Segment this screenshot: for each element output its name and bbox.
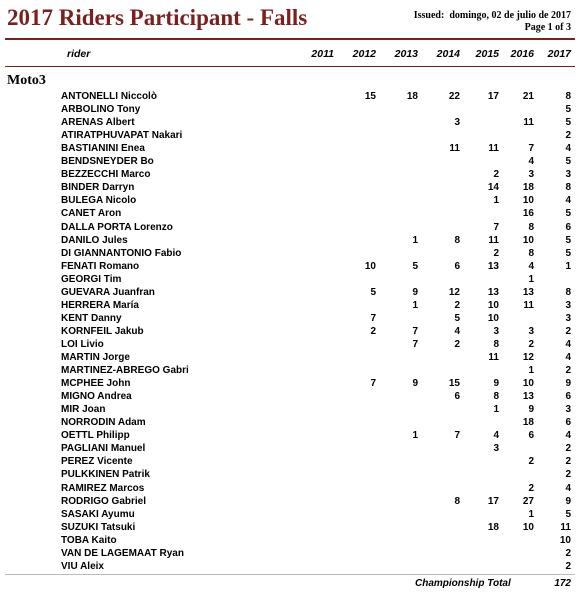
falls-cell-2017: 3 (565, 312, 571, 324)
falls-cell-2017: 5 (565, 234, 571, 246)
table-row (0, 235, 581, 248)
falls-cell-2016: 10 (522, 195, 534, 207)
falls-cell-2017: 5 (565, 104, 571, 116)
table-row (0, 365, 581, 378)
falls-cell-2015: 2 (493, 169, 499, 181)
falls-cell-2017: 3 (565, 169, 571, 181)
falls-cell-2017: 6 (565, 391, 571, 403)
table-row (0, 222, 581, 235)
falls-cell-2017: 2 (565, 365, 571, 377)
falls-cell-2017: 8 (565, 182, 571, 194)
falls-cell-2016: 10 (522, 521, 534, 533)
falls-cell-2012: 7 (370, 378, 376, 390)
falls-cell-2014: 2 (454, 338, 460, 350)
table-row (0, 195, 581, 208)
falls-cell-2017: 5 (565, 508, 571, 520)
falls-cell-2017: 3 (565, 404, 571, 416)
falls-cell-2017: 6 (565, 417, 571, 429)
rider-name: NORRODIN Adam (61, 417, 146, 429)
table-row (0, 156, 581, 169)
rider-name: LOI Livio (61, 338, 104, 350)
year-header-2015: 2015 (475, 48, 499, 60)
falls-cell-2017: 2 (565, 443, 571, 455)
falls-cell-2017: 5 (565, 156, 571, 168)
rider-name: MARTIN Jorge (61, 352, 130, 363)
falls-cell-2014: 2 (454, 299, 460, 311)
table-row (0, 483, 581, 496)
falls-cell-2017: 2 (565, 547, 571, 559)
falls-cell-2015: 17 (487, 495, 499, 507)
rider-name: DALLA PORTA Lorenzo (61, 221, 173, 233)
rider-name: BINDER Darryn (61, 182, 135, 194)
falls-cell-2012: 7 (370, 312, 376, 324)
falls-cell-2017: 8 (565, 91, 571, 102)
rider-name: DI GIANNANTONIO Fabio (61, 247, 182, 259)
falls-cell-2014: 6 (454, 391, 460, 403)
year-header-2013: 2013 (394, 48, 418, 60)
falls-cell-2016: 1 (528, 365, 534, 377)
table-row (0, 417, 581, 430)
rider-name: SASAKI Ayumu (61, 508, 135, 520)
table-row (0, 169, 581, 182)
falls-cell-2017: 3 (565, 299, 571, 311)
falls-cell-2016: 3 (528, 169, 534, 181)
falls-cell-2016: 10 (522, 234, 534, 246)
year-header-2014: 2014 (436, 48, 460, 60)
rider-column-header: rider (67, 48, 91, 60)
falls-cell-2014: 7 (454, 430, 460, 442)
falls-cell-2013: 18 (406, 91, 418, 102)
table-row (0, 404, 581, 417)
rider-name: BULEGA Nicolo (61, 195, 137, 207)
falls-cell-2015: 11 (488, 143, 499, 155)
year-header-2017: 2017 (547, 48, 571, 60)
championship-total-label: Championship Total (415, 578, 511, 589)
rider-name: KORNFEIL Jakub (61, 325, 144, 337)
table-row (0, 300, 581, 313)
rider-name: MARTINEZ-ABREGO Gabri (61, 365, 189, 377)
falls-cell-2017: 4 (565, 338, 571, 350)
falls-cell-2015: 10 (487, 312, 499, 324)
falls-cell-2016: 11 (523, 299, 534, 311)
falls-cell-2017: 5 (565, 247, 571, 259)
rider-name: VAN DE LAGEMAAT Ryan (61, 547, 184, 559)
falls-cell-2012: 10 (364, 260, 376, 272)
falls-cell-2015: 11 (488, 352, 499, 363)
falls-cell-2015: 2 (493, 247, 499, 259)
rider-name: ATIRATPHUVAPAT Nakari (61, 130, 183, 142)
falls-cell-2013: 7 (412, 338, 418, 350)
falls-cell-2016: 13 (522, 286, 534, 298)
rider-name: RODRIGO Gabriel (61, 495, 147, 507)
falls-cell-2017: 5 (565, 208, 571, 220)
page-number: Page 1 of 3 (524, 22, 571, 33)
table-row (0, 274, 581, 287)
table-row (0, 261, 581, 274)
championship-total-value: 172 (554, 578, 571, 589)
table-row (0, 548, 581, 561)
rider-name: VIU Aleix (61, 560, 104, 572)
rider-name: SUZUKI Tatsuki (61, 521, 136, 533)
falls-cell-2013: 1 (412, 299, 418, 311)
falls-cell-2016: 2 (528, 456, 534, 468)
rider-name: GEORGI Tim (61, 273, 122, 285)
table-row (0, 443, 581, 456)
table-row (0, 313, 581, 326)
rider-name: ARENAS Albert (61, 117, 135, 129)
falls-cell-2017: 4 (565, 352, 571, 363)
falls-cell-2015: 18 (487, 521, 499, 533)
table-row (0, 430, 581, 443)
table-row (0, 130, 581, 143)
year-header-2012: 2012 (352, 48, 376, 60)
falls-cell-2015: 13 (487, 286, 499, 298)
falls-cell-2016: 11 (523, 117, 534, 129)
falls-cell-2013: 9 (412, 378, 418, 390)
table-row (0, 104, 581, 117)
falls-cell-2017: 2 (565, 456, 571, 468)
issued-label: Issued: (413, 10, 445, 21)
table-row (0, 509, 581, 522)
table-row (0, 391, 581, 404)
table-header (0, 48, 581, 62)
rider-name: DANILO Jules (61, 234, 128, 246)
table-row (0, 248, 581, 261)
falls-cell-2014: 15 (448, 378, 460, 390)
footer-divider (5, 574, 575, 575)
falls-cell-2014: 12 (448, 286, 460, 298)
table-row (0, 496, 581, 509)
falls-cell-2017: 9 (565, 495, 571, 507)
falls-cell-2017: 2 (565, 560, 571, 572)
falls-cell-2016: 8 (528, 247, 534, 259)
falls-cell-2015: 8 (493, 338, 499, 350)
falls-cell-2017: 2 (565, 469, 571, 481)
table-row (0, 469, 581, 482)
falls-cell-2017: 2 (565, 325, 571, 337)
falls-cell-2013: 9 (412, 286, 418, 298)
falls-cell-2016: 18 (522, 182, 534, 194)
table-row (0, 182, 581, 195)
falls-cell-2015: 1 (493, 404, 499, 416)
issued-date: domingo, 02 de julio de 2017 (449, 10, 571, 21)
falls-cell-2014: 22 (448, 91, 460, 102)
falls-cell-2016: 13 (522, 391, 534, 403)
issued-info (414, 10, 571, 34)
falls-cell-2016: 4 (528, 156, 534, 168)
falls-cell-2014: 4 (454, 325, 460, 337)
rider-name: MIGNO Andrea (61, 391, 132, 403)
falls-cell-2015: 10 (487, 299, 499, 311)
falls-cell-2016: 2 (528, 338, 534, 350)
falls-cell-2015: 3 (493, 443, 499, 455)
falls-cell-2016: 12 (522, 352, 534, 363)
rider-name: HERRERA María (61, 299, 139, 311)
falls-cell-2017: 5 (565, 117, 571, 129)
table-row (0, 352, 581, 365)
falls-cell-2016: 18 (522, 417, 534, 429)
falls-cell-2016: 1 (528, 273, 534, 285)
rider-name: PEREZ Vicente (61, 456, 133, 468)
falls-cell-2015: 3 (493, 325, 499, 337)
table-row (0, 91, 581, 104)
table-row (0, 378, 581, 391)
rider-name: FENATI Romano (61, 260, 140, 272)
rider-name: BENDSNEYDER Bo (61, 156, 154, 168)
rider-name: KENT Danny (61, 312, 122, 324)
rider-name: RAMIREZ Marcos (61, 482, 145, 494)
falls-cell-2015: 8 (493, 391, 499, 403)
rider-name: BASTIANINI Enea (61, 143, 145, 155)
falls-cell-2016: 3 (528, 325, 534, 337)
falls-cell-2015: 11 (488, 234, 499, 246)
table-row (0, 208, 581, 221)
table-row (0, 535, 581, 548)
falls-cell-2015: 17 (487, 91, 499, 102)
falls-cell-2013: 7 (412, 325, 418, 337)
falls-cell-2017: 9 (565, 378, 571, 390)
year-header-2011: 2011 (311, 48, 334, 60)
falls-cell-2017: 1 (565, 260, 571, 272)
falls-cell-2013: 1 (412, 234, 418, 246)
rider-name: ARBOLINO Tony (61, 104, 141, 116)
year-header-2016: 2016 (510, 48, 534, 60)
falls-cell-2017: 4 (565, 482, 571, 494)
table-row (0, 456, 581, 469)
falls-cell-2015: 4 (493, 430, 499, 442)
title-divider (5, 38, 575, 40)
rider-name: MCPHEE John (61, 378, 131, 390)
falls-cell-2016: 2 (528, 482, 534, 494)
falls-cell-2017: 10 (559, 534, 571, 546)
falls-cell-2014: 8 (454, 234, 460, 246)
falls-cell-2016: 10 (522, 378, 534, 390)
falls-cell-2014: 6 (454, 260, 460, 272)
falls-cell-2017: 4 (565, 430, 571, 442)
table-row (0, 143, 581, 156)
falls-cell-2015: 7 (493, 221, 499, 233)
table-row (0, 561, 581, 574)
falls-cell-2016: 16 (522, 208, 534, 220)
rider-name: ANTONELLI Niccolò (61, 91, 157, 102)
falls-cell-2014: 8 (454, 495, 460, 507)
falls-cell-2012: 15 (364, 91, 376, 102)
rider-name: OETTL Philipp (61, 430, 130, 442)
falls-cell-2016: 21 (522, 91, 534, 102)
falls-cell-2012: 5 (370, 286, 376, 298)
table-row (0, 326, 581, 339)
falls-cell-2014: 3 (454, 117, 460, 129)
falls-cell-2016: 8 (528, 221, 534, 233)
section-title: Moto3 (7, 73, 46, 88)
report-title: 2017 Riders Participant - Falls (7, 5, 308, 30)
table-row (0, 339, 581, 352)
header-divider (5, 66, 575, 67)
falls-cell-2015: 1 (493, 195, 499, 207)
falls-cell-2017: 4 (565, 143, 571, 155)
falls-cell-2012: 2 (370, 325, 376, 337)
falls-cell-2015: 14 (487, 182, 499, 194)
rider-name: PULKKINEN Patrik (61, 469, 150, 481)
falls-cell-2016: 9 (528, 404, 534, 416)
falls-cell-2016: 7 (528, 143, 534, 155)
falls-cell-2016: 27 (522, 495, 534, 507)
falls-cell-2015: 13 (487, 260, 499, 272)
falls-cell-2017: 8 (565, 286, 571, 298)
rider-name: CANET Aron (61, 208, 122, 220)
falls-cell-2016: 4 (528, 260, 534, 272)
falls-cell-2017: 11 (560, 521, 571, 533)
rider-name: MIR Joan (61, 404, 106, 416)
falls-cell-2016: 6 (528, 430, 534, 442)
rider-name: BEZZECCHI Marco (61, 169, 151, 181)
falls-cell-2014: 11 (449, 143, 460, 155)
table-row (0, 287, 581, 300)
falls-cell-2017: 2 (565, 130, 571, 142)
table-row (0, 522, 581, 535)
falls-cell-2016: 1 (528, 508, 534, 520)
table-row (0, 117, 581, 130)
falls-cell-2013: 5 (412, 260, 418, 272)
rider-name: PAGLIANI Manuel (61, 443, 146, 455)
falls-cell-2013: 1 (412, 430, 418, 442)
falls-cell-2015: 9 (493, 378, 499, 390)
falls-cell-2017: 6 (565, 221, 571, 233)
rider-name: TOBA Kaito (61, 534, 117, 546)
falls-cell-2014: 5 (454, 312, 460, 324)
falls-cell-2017: 4 (565, 195, 571, 207)
rider-name: GUEVARA Juanfran (61, 286, 155, 298)
